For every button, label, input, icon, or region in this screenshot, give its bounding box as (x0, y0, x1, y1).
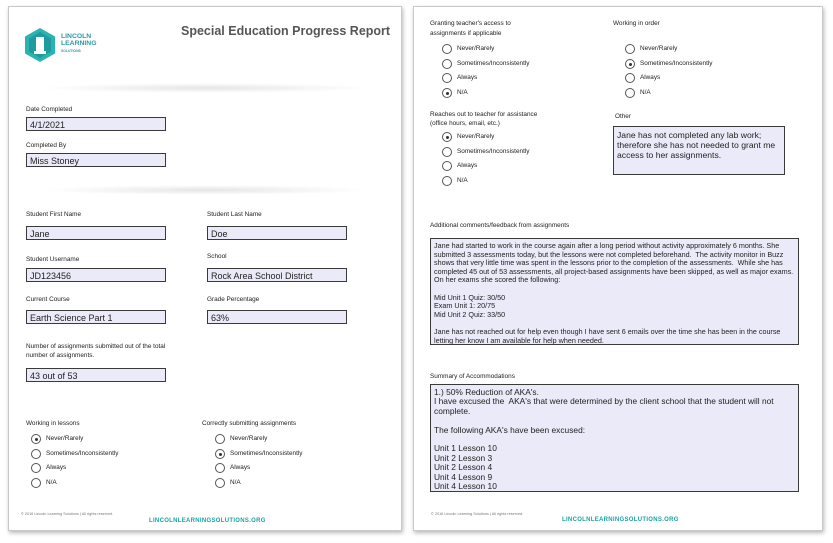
report-page-2 (413, 6, 823, 531)
username-label: Student Username (26, 256, 80, 263)
school-field[interactable]: Rock Area School District (207, 268, 347, 282)
radio-option-label: Never/Rarely (457, 45, 495, 52)
radio-button[interactable] (442, 161, 452, 171)
radio-button[interactable] (625, 59, 635, 69)
school-label: School (207, 253, 227, 260)
radio-option-label: Sometimes/Inconsistently (457, 148, 530, 155)
grade-percentage-field[interactable]: 63% (207, 310, 347, 324)
radio-button[interactable] (442, 147, 452, 157)
radio-option-label: Sometimes/Inconsistently (230, 450, 303, 457)
radio-option-label: Sometimes/Inconsistently (457, 60, 530, 67)
radio-button[interactable] (215, 478, 225, 488)
assignments-label-line-2: number of assignments. (26, 352, 95, 359)
radio-option-label: N/A (640, 89, 651, 96)
radio-button[interactable] (215, 463, 225, 473)
reaches-out-label-line-1: Reaches out to teacher for assistance (430, 111, 538, 118)
radio-option-label: Never/Rarely (46, 435, 84, 442)
radio-button[interactable] (31, 434, 41, 444)
radio-button[interactable] (442, 59, 452, 69)
radio-option-label: Sometimes/Inconsistently (46, 450, 119, 457)
radio-option-label: Sometimes/Inconsistently (640, 60, 713, 67)
radio-option-label: Always (46, 464, 67, 471)
granting-access-label-line-1: Granting teacher's access to (430, 20, 511, 27)
summary-accommodations-textarea[interactable]: 1.) 50% Reduction of AKA's. I have excused the AKA's that were determined by the client school that the student will not complete. The following AKA's have been excused: Unit 1 Lesson 10 Unit 2 Lesson 3 Unit 2 Lesson 4 Unit 4 Lesson 9 Unit 4 Lesson 10 (430, 384, 799, 492)
radio-button[interactable] (625, 44, 635, 54)
section-divider (39, 83, 371, 93)
radio-option-label: N/A (457, 89, 468, 96)
grade-percentage-label: Grade Percentage (207, 296, 260, 303)
page-title: Special Education Progress Report (181, 24, 391, 38)
radio-option-label: Always (640, 74, 661, 81)
assignments-label-line-1: Number of assignments submitted out of the total (26, 343, 166, 350)
working-in-lessons-label: Working in lessons (26, 420, 80, 427)
footer-copyright: © 2016 Lincoln Learning Solutions | All rights reserved. (21, 512, 114, 516)
granting-access-label-line-2: assignments if applicable (430, 30, 502, 37)
radio-option-label: Never/Rarely (230, 435, 268, 442)
radio-button[interactable] (442, 73, 452, 83)
reaches-out-label-line-2: (office hours, email, etc.) (430, 120, 500, 127)
radio-button[interactable] (215, 449, 225, 459)
section-divider (39, 185, 371, 195)
other-textarea[interactable]: Jane has not completed any lab work; therefore she has not needed to grant me access to her assignments. (613, 126, 785, 175)
last-name-field[interactable]: Doe (207, 226, 347, 240)
radio-button[interactable] (625, 88, 635, 98)
first-name-label: Student First Name (26, 211, 82, 218)
radio-button[interactable] (442, 132, 452, 142)
radio-option-label: Always (230, 464, 251, 471)
radio-button[interactable] (442, 44, 452, 54)
radio-option-label: N/A (46, 479, 57, 486)
additional-comments-textarea[interactable]: Jane had started to work in the course again after a long period without activity approximately 6 months. She submitted 3 assessments today, but the lessons were not completed beforehand. The activity monitor in Buzz shows that very little time was spent in the lessons prior to the completion of the assessments. While she has completed 45 out of 53 assessments, all project-based assignments have been skipped, as well as major exams. On her exams she scored the following: Mid Unit 1 Quiz: 30/50 Exam Unit 1: 20/75 Mid Unit 2 Quiz: 33/50 Jane has not reached out for help even though I have sent 6 emails over the time she has been in the course letting her know I am available for help when needed. (430, 238, 799, 345)
logo-line-1: LINCOLN (61, 33, 92, 40)
other-label: Other (615, 113, 631, 120)
additional-comments-label: Additional comments/feedback from assignments (430, 222, 570, 229)
radio-button[interactable] (31, 478, 41, 488)
report-page-1 (8, 6, 402, 531)
radio-option-label: N/A (230, 479, 241, 486)
radio-button[interactable] (31, 463, 41, 473)
footer-url-link[interactable]: LINCOLNLEARNINGSOLUTIONS.ORG (149, 518, 266, 524)
date-completed-label: Date Completed (26, 106, 73, 113)
logo-line-3: SOLUTIONS (61, 49, 81, 53)
radio-option-label: Never/Rarely (457, 133, 495, 140)
radio-option-label: N/A (457, 177, 468, 184)
footer-url-link[interactable]: LINCOLNLEARNINGSOLUTIONS.ORG (562, 517, 679, 523)
username-field[interactable]: JD123456 (26, 268, 166, 282)
hexagon-logo-icon (24, 27, 56, 63)
first-name-field[interactable]: Jane (26, 226, 166, 240)
summary-accommodations-label: Summary of Accommodations (430, 373, 515, 380)
radio-button[interactable] (442, 176, 452, 186)
current-course-label: Current Course (26, 296, 70, 303)
radio-button[interactable] (442, 88, 452, 98)
footer-copyright: © 2016 Lincoln Learning Solutions | All rights reserved. (431, 512, 524, 516)
lincoln-logo (24, 27, 104, 67)
working-in-order-label: Working in order (613, 20, 660, 27)
radio-option-label: Always (457, 74, 478, 81)
radio-button[interactable] (31, 449, 41, 459)
radio-option-label: Always (457, 162, 478, 169)
correctly-submitting-label: Correctly submitting assignments (202, 420, 297, 427)
radio-option-label: Never/Rarely (640, 45, 678, 52)
current-course-field[interactable]: Earth Science Part 1 (26, 310, 166, 324)
radio-button[interactable] (625, 73, 635, 83)
assignments-submitted-field[interactable]: 43 out of 53 (26, 368, 166, 382)
radio-button[interactable] (215, 434, 225, 444)
last-name-label: Student Last Name (207, 211, 262, 218)
completed-by-label: Completed By (26, 142, 67, 149)
completed-by-field[interactable]: Miss Stoney (26, 153, 166, 167)
date-completed-field[interactable]: 4/1/2021 (26, 117, 166, 131)
logo-line-2: LEARNING (61, 40, 97, 47)
